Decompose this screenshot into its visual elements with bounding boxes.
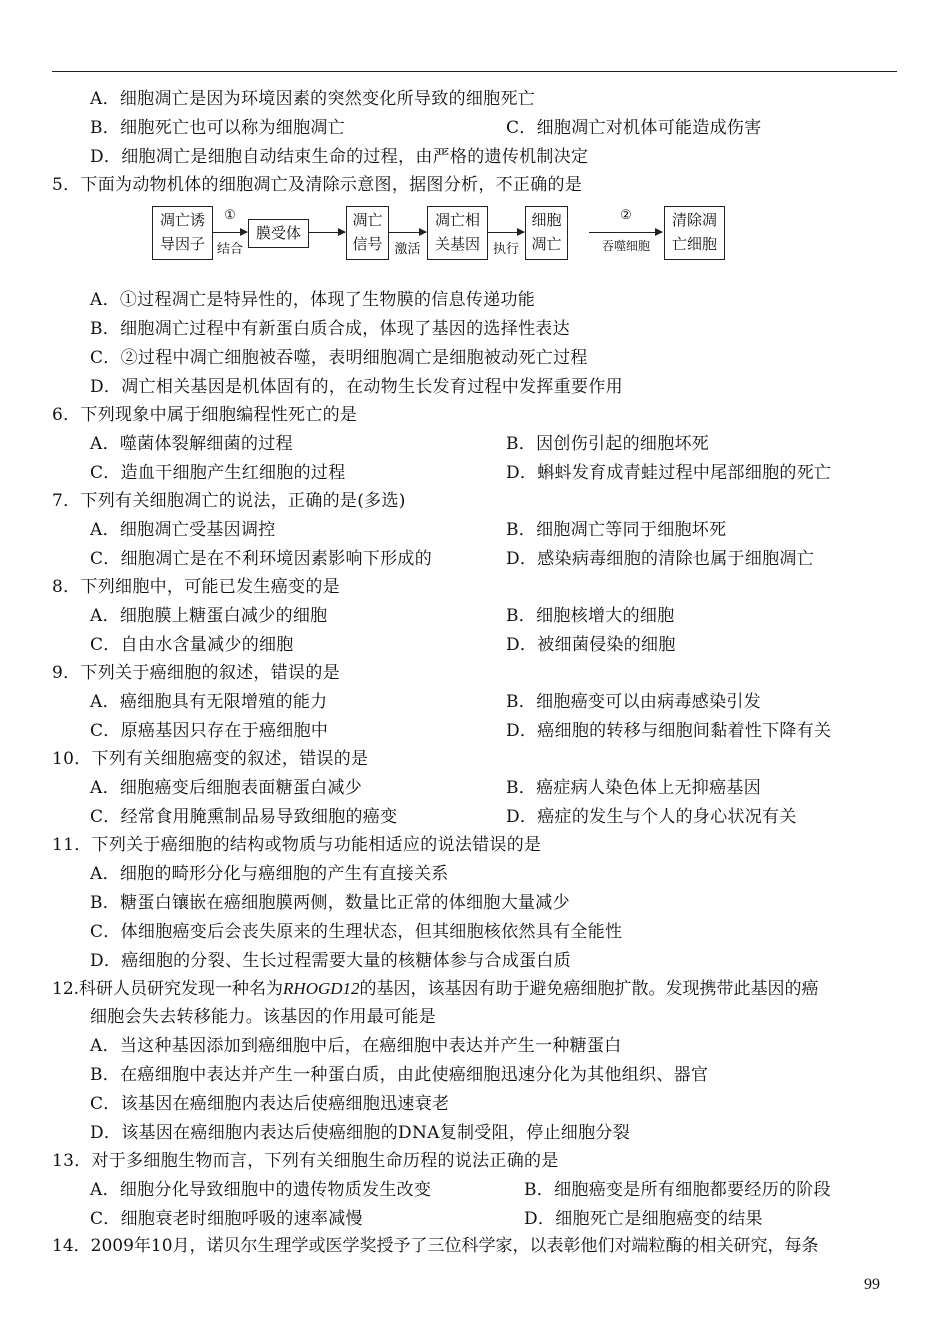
q12-option-d: D．该基因在癌细胞内表达后使癌细胞的DNA复制受阻，停止细胞分裂 bbox=[90, 1123, 631, 1143]
box-text: 凋亡诱 bbox=[159, 211, 205, 229]
diagram-box-clear bbox=[664, 206, 725, 260]
box-text: 清除凋 bbox=[671, 211, 717, 229]
q12-stem-post: 的基因，该基因有助于避免癌细胞扩散。发现携带此基因的癌 bbox=[359, 979, 819, 999]
arrow-3 bbox=[389, 232, 426, 233]
box-text: 细胞 bbox=[531, 211, 562, 229]
q4-option-a: A．细胞凋亡是因为环境因素的突然变化所导致的细胞死亡 bbox=[90, 89, 536, 109]
q10-option-a: A．细胞癌变后细胞表面糖蛋白减少 bbox=[90, 778, 363, 798]
q12-gene-name: RHOGD12 bbox=[283, 979, 360, 998]
q12-stem-pre: 12.科研人员研究发现一种名为 bbox=[52, 979, 284, 999]
q10-option-c: C．经常食用腌熏制品易导致细胞的癌变 bbox=[90, 807, 398, 827]
box-text: 凋亡 bbox=[352, 211, 383, 229]
arrow-label-bind: 结合 bbox=[216, 242, 243, 257]
q8-option-d: D．被细菌侵染的细胞 bbox=[506, 635, 676, 655]
q6-stem: 6．下列现象中属于细胞编程性死亡的是 bbox=[52, 405, 358, 425]
q4-option-c: C．细胞凋亡对机体可能造成伤害 bbox=[506, 118, 762, 138]
q7-option-b: B．细胞凋亡等同于细胞坏死 bbox=[506, 520, 727, 540]
arrow-4 bbox=[488, 232, 524, 233]
q12-stem-line2: 细胞会失去转移能力。该基因的作用最可能是 bbox=[90, 1007, 436, 1027]
q4-option-b: B．细胞死亡也可以称为细胞凋亡 bbox=[90, 118, 345, 138]
q5-option-a: A．①过程凋亡是特异性的，体现了生物膜的信息传递功能 bbox=[90, 290, 536, 310]
diagram-box-inducer bbox=[152, 206, 213, 260]
diagram-box-genes bbox=[427, 206, 488, 260]
box-text: 导因子 bbox=[159, 235, 205, 253]
q9-option-b: B．细胞癌变可以由病毒感染引发 bbox=[506, 692, 761, 712]
q12-option-c: C．该基因在癌细胞内表达后使癌细胞迅速衰老 bbox=[90, 1094, 450, 1114]
arrow-label-phagocyte: 吞噬细胞 bbox=[601, 239, 650, 253]
q10-stem: 10．下列有关细胞癌变的叙述，错误的是 bbox=[52, 749, 369, 769]
q4-option-d: D．细胞凋亡是细胞自动结束生命的过程，由严格的遗传机制决定 bbox=[90, 147, 589, 167]
q9-option-c: C．原癌基因只存在于癌细胞中 bbox=[90, 721, 329, 741]
diagram-box-receptor: 膜受体 bbox=[248, 219, 309, 248]
q13-stem: 13．对于多细胞生物而言，下列有关细胞生命历程的说法正确的是 bbox=[52, 1151, 559, 1171]
box-text: 凋亡相 bbox=[434, 211, 480, 229]
arrow-2 bbox=[309, 232, 345, 233]
q14-stem: 14．2009年10月，诺贝尔生理学或医学奖授予了三位科学家，以表彰他们对端粒酶的相关研究，每条 bbox=[52, 1236, 819, 1256]
box-text: 亡细胞 bbox=[671, 235, 717, 253]
q11-option-d: D．癌细胞的分裂、生长过程需要大量的核糖体参与合成蛋白质 bbox=[90, 951, 572, 971]
box-text: 凋亡 bbox=[531, 235, 562, 253]
q8-option-b: B．细胞核增大的细胞 bbox=[506, 606, 675, 626]
arrow-5 bbox=[589, 232, 662, 233]
q9-option-a: A．癌细胞具有无限增殖的能力 bbox=[90, 692, 328, 712]
q7-option-a: A．细胞凋亡受基因调控 bbox=[90, 520, 276, 540]
q13-option-d: D．细胞死亡是细胞癌变的结果 bbox=[524, 1209, 763, 1229]
q11-option-c: C．体细胞癌变后会丧失原来的生理状态，但其细胞核依然具有全能性 bbox=[90, 922, 623, 942]
q12-option-b: B．在癌细胞中表达并产生一种蛋白质，由此使癌细胞迅速分化为其他组织、器官 bbox=[90, 1065, 709, 1085]
arrow-label-2: ② bbox=[620, 208, 632, 223]
q12-stem bbox=[52, 978, 819, 1000]
diagram-box-signal bbox=[346, 206, 389, 260]
q13-option-b: B．细胞癌变是所有细胞都要经历的阶段 bbox=[524, 1180, 831, 1200]
q6-option-c: C．造血干细胞产生红细胞的过程 bbox=[90, 463, 346, 483]
q13-option-a: A．细胞分化导致细胞中的遗传物质发生改变 bbox=[90, 1180, 432, 1200]
q5-option-b: B．细胞凋亡过程中有新蛋白质合成，体现了基因的选择性表达 bbox=[90, 319, 570, 339]
q5-stem: 5．下面为动物机体的细胞凋亡及清除示意图，据图分析，不正确的是 bbox=[52, 175, 583, 195]
q8-option-a: A．细胞膜上糖蛋白减少的细胞 bbox=[90, 606, 328, 626]
q5-option-c: C．②过程中凋亡细胞被吞噬，表明细胞凋亡是细胞被动死亡过程 bbox=[90, 348, 588, 368]
arrow-label-1: ① bbox=[224, 208, 236, 223]
q10-option-b: B．癌症病人染色体上无抑癌基因 bbox=[506, 778, 761, 798]
box-text: 信号 bbox=[352, 235, 383, 253]
q9-stem: 9．下列关于癌细胞的叙述，错误的是 bbox=[52, 663, 340, 683]
q6-option-a: A．噬菌体裂解细菌的过程 bbox=[90, 434, 293, 454]
box-text: 关基因 bbox=[434, 235, 480, 253]
arrow-label-activate: 激活 bbox=[394, 242, 421, 257]
q11-option-a: A．细胞的畸形分化与癌细胞的产生有直接关系 bbox=[90, 864, 449, 884]
q11-stem: 11．下列关于癌细胞的结构或物质与功能相适应的说法错误的是 bbox=[52, 835, 542, 855]
q5-option-d: D．凋亡相关基因是机体固有的，在动物生长发育过程中发挥重要作用 bbox=[90, 377, 623, 397]
q8-option-c: C．自由水含量减少的细胞 bbox=[90, 635, 294, 655]
q7-option-d: D．感染病毒细胞的清除也属于细胞凋亡 bbox=[506, 549, 815, 569]
q6-option-b: B．因创伤引起的细胞坏死 bbox=[506, 434, 710, 454]
header-rule bbox=[52, 71, 897, 72]
page-number: 99 bbox=[864, 1276, 880, 1293]
q12-option-a: A．当这种基因添加到癌细胞中后，在癌细胞中表达并产生一种糖蛋白 bbox=[90, 1036, 622, 1056]
q8-stem: 8．下列细胞中，可能已发生癌变的是 bbox=[52, 577, 340, 597]
diagram-box-apoptosis bbox=[525, 206, 568, 260]
arrow-1 bbox=[213, 232, 247, 233]
q7-option-c: C．细胞凋亡是在不利环境因素影响下形成的 bbox=[90, 549, 433, 569]
q10-option-d: D．癌症的发生与个人的身心状况有关 bbox=[506, 807, 797, 827]
q7-stem: 7．下列有关细胞凋亡的说法，正确的是(多选) bbox=[52, 491, 406, 511]
q11-option-b: B．糖蛋白镶嵌在癌细胞膜两侧，数量比正常的体细胞大量减少 bbox=[90, 893, 570, 913]
arrow-label-execute: 执行 bbox=[492, 242, 519, 257]
q9-option-d: D．癌细胞的转移与细胞间黏着性下降有关 bbox=[506, 721, 832, 741]
q13-option-c: C．细胞衰老时细胞呼吸的速率减慢 bbox=[90, 1209, 363, 1229]
q6-option-d: D．蝌蚪发育成青蛙过程中尾部细胞的死亡 bbox=[506, 463, 832, 483]
